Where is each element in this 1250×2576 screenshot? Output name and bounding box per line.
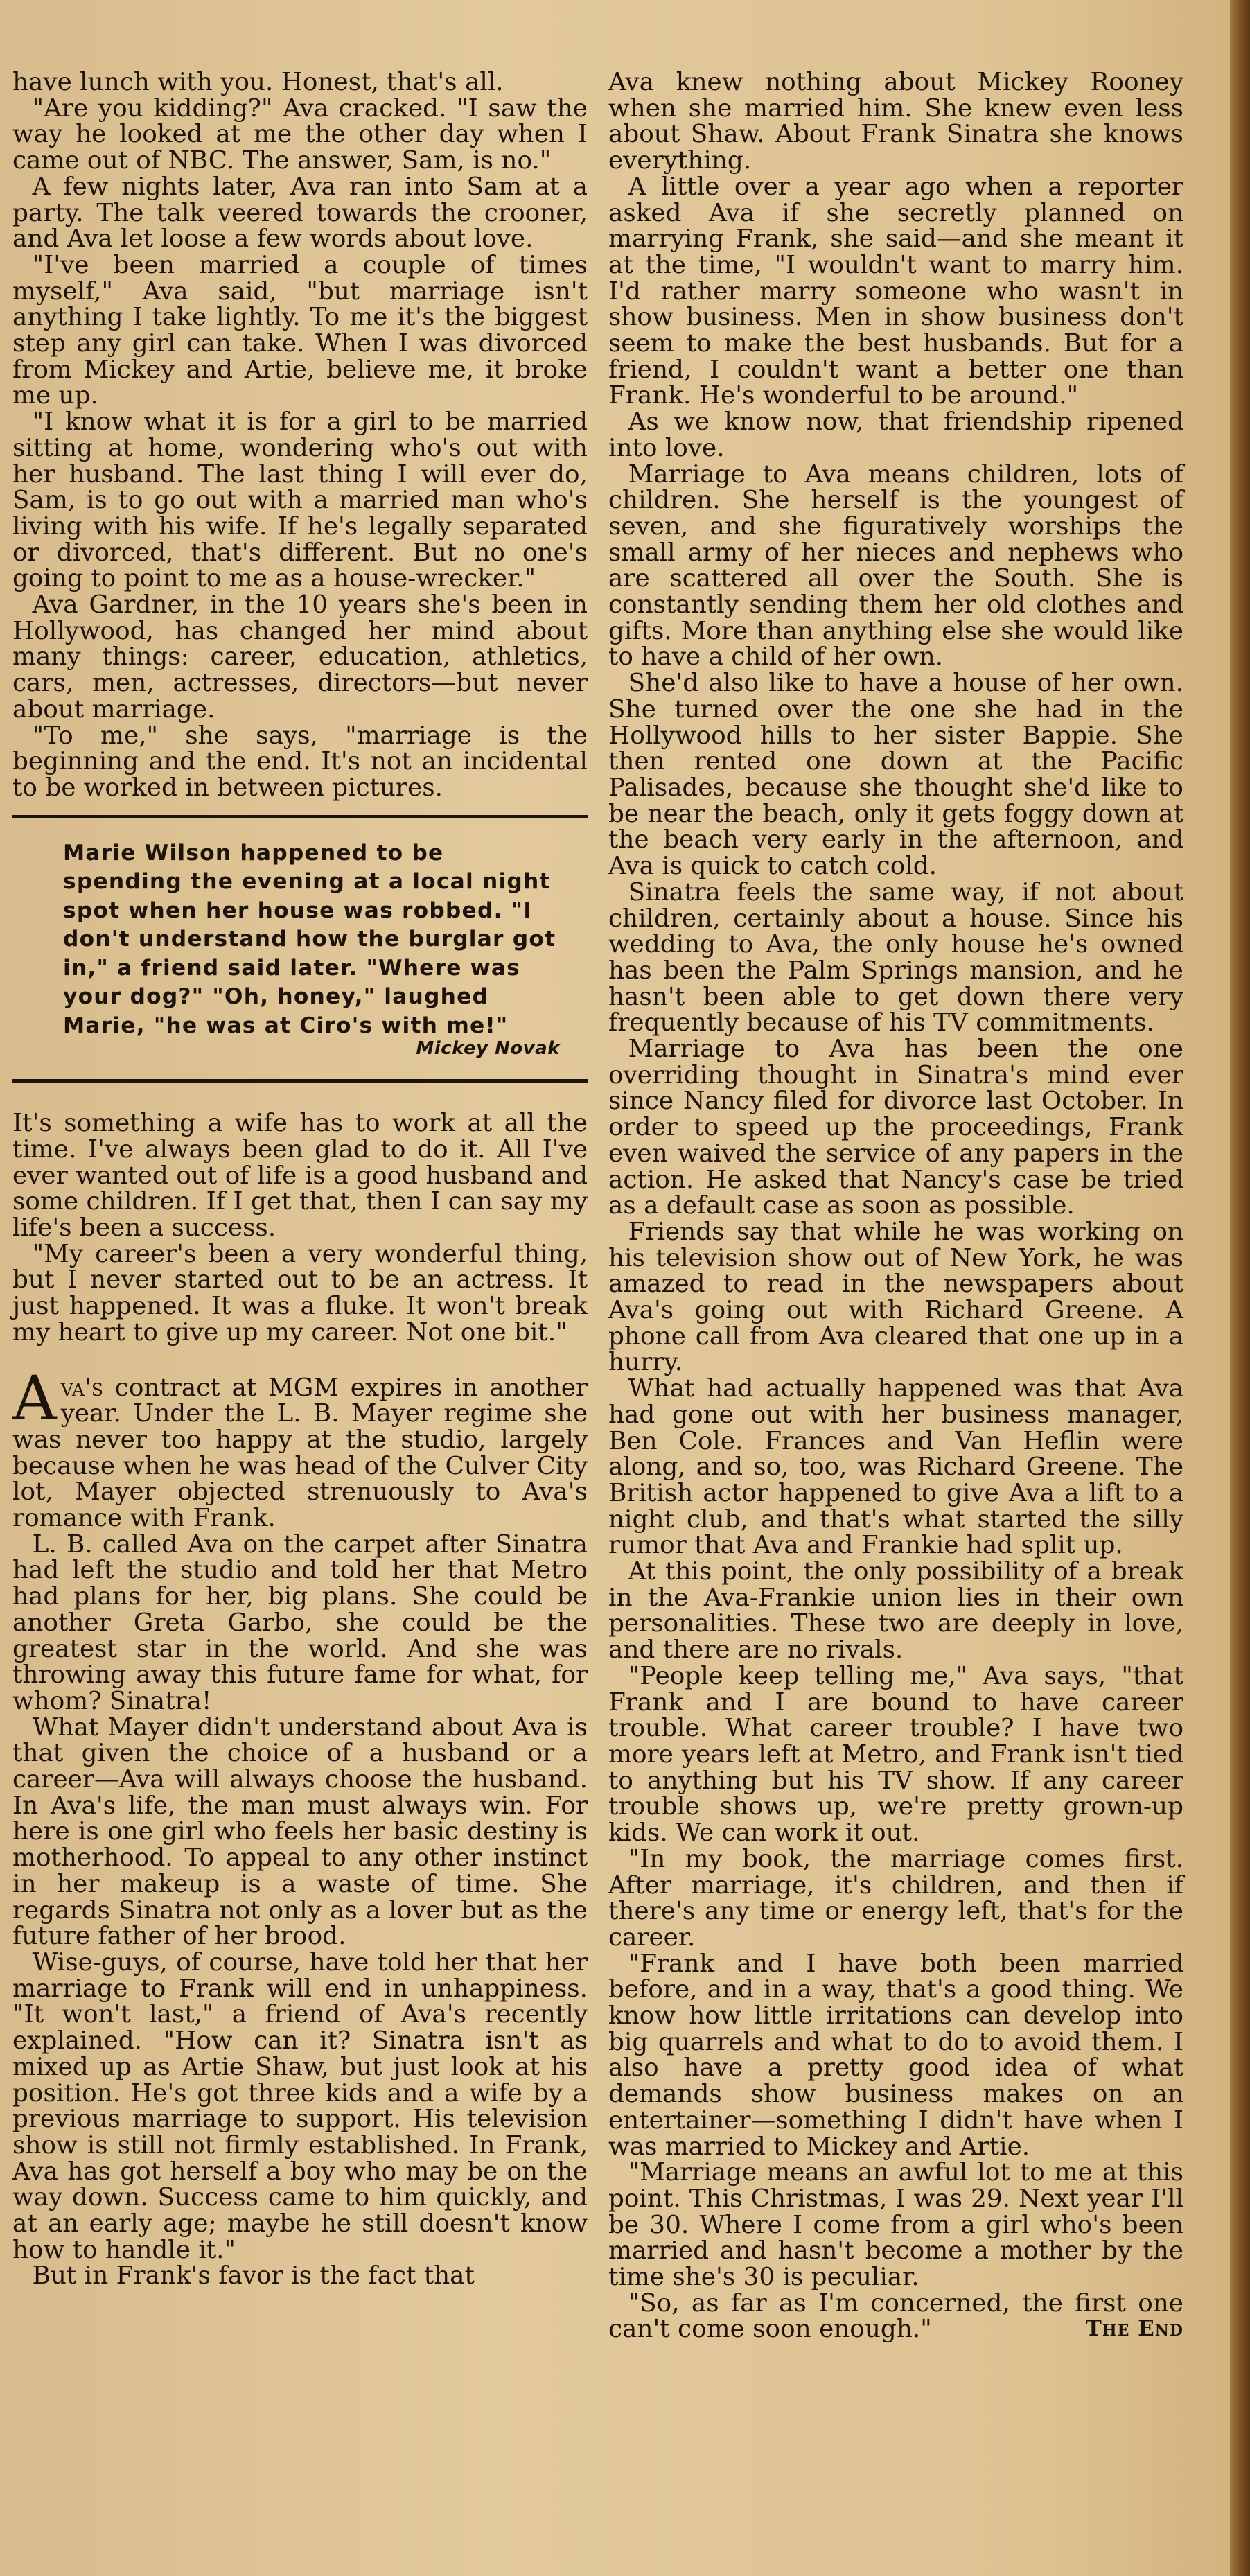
paragraph: "I've been married a couple of times myself," Ava said, "but marriage isn't anything I take lightly. To me it's the biggest step any girl can take. When I was divorced from Mickey and Artie, believe me, it broke me up.: [12, 250, 588, 410]
lead-small-caps: va's: [60, 1373, 103, 1402]
final-paragraph: [608, 2290, 1183, 2342]
lead-text: contract at MGM expires in another year. Under the L. B. Mayer regime she was never too happy at the studio, largely because when he was head of the Culver City lot, Mayer objected strenuously to Ava's romance with Frank.: [12, 1373, 588, 1533]
paragraph: Sinatra feels the same way, if not about children, certainly about a house. Since his wedding to Ava, the only house he's owned has been the Palm Springs mansion, and he hasn't been able to get down there very frequently because of his TV commitments.: [608, 877, 1183, 1037]
paragraph: At this point, the only possibility of a break in the Ava-Frankie union lies in their own personalities. These two are deeply in love, and there are no rivals.: [608, 1557, 1183, 1665]
paragraph: It's something a wife has to work at all the time. I've always been glad to do it. All I've ever wanted out of life is a good husband and some children. If I get that, then I can say my life's been a success.: [12, 1109, 588, 1242]
page-edge: [1230, 0, 1250, 2576]
paragraph: Wise-guys, of course, have told her that her marriage to Frank will end in unhappiness. "It won't last," a friend of Ava's recently explained. "How can it? Sinatra isn't as mixed up as Artie Shaw, but just look at his position. He's got three kids and a wife by a previous marriage to support. His television show is still not firmly established. In Frank, Ava has got herself a boy who may be on the way down. Success came to him quickly, and at an early age; maybe he still doesn't know how to handle it.": [12, 1947, 588, 2264]
final-text: "So, as far as I'm concerned, the first one can't come soon enough.": [608, 2288, 1183, 2344]
paragraph: She'd also like to have a house of her own. She turned over the one she had in the Hollywood hills to her sister Bappie. She then rented one down at the Pacific Palisades, because she thought she'd like to be near the beach, only it gets foggy down at the beach very early in the afternoon, and Ava is quick to catch cold.: [608, 669, 1183, 881]
paragraph: What Mayer didn't understand about Ava is that given the choice of a husband or a career—Ava will always choose the husband. In Ava's life, the man must always win. For here is one girl who feels her basic destiny is motherhood. To appeal to any other instinct in her makeup is a waste of time. She regards Sinatra not only as a lover but as the future father of her brood.: [12, 1712, 588, 1951]
paragraph: Friends say that while he was working on his television show out of New York, he was amazed to read in the newspapers about Ava's going out with Richard Greene. A phone call from Ava cleared that one up in a hurry.: [608, 1217, 1183, 1377]
the-end-mark: The End: [1085, 2316, 1183, 2342]
paragraph: "In my book, the marriage comes first. After marriage, it's children, and then if there's any time or energy left, that's for the career.: [608, 1844, 1183, 1952]
anecdote-sidebar: [12, 818, 588, 1076]
paragraph: "People keep telling me," Ava says, "that Frank and I are bound to have career trouble. What career trouble? I have two more years left at Metro, and Frank isn't tied to anything but his TV show. If any career trouble shows up, we're pretty grown-up kids. We can work it out.: [608, 1661, 1183, 1848]
paragraph: "Frank and I have both been married before, and in a way, that's a good thing. We know how little irritations can develop into big quarrels and what to do to avoid them. I also have a pretty good idea of what demands show business makes on an entertainer—something I didn't have when I was married to Mickey and Artie.: [608, 1949, 1183, 2161]
paragraph: Marriage to Ava means children, lots of children. She herself is the youngest of seven, and she figuratively worships the small army of her nieces and nephews who are scattered all over the South. She is constantly sending them her old clothes and gifts. More than anything else she would like to have a child of her own.: [608, 459, 1183, 672]
section-lead-paragraph: [12, 1362, 588, 1533]
paragraph: What had actually happened was that Ava had gone out with her business manager, Ben Cole. Frances and Van Heflin were along, and so, too, was Richard Greene. The British actor happened to give Ava a lift to a night club, and that's what started the silly rumor that Ava and Frankie had split up.: [608, 1374, 1183, 1560]
paragraph: "Are you kidding?" Ava cracked. "I saw the way he looked at me the other day when I came out of NBC. The answer, Sam, is no.": [12, 94, 588, 175]
paragraph: have lunch with you. Honest, that's all.: [12, 68, 504, 96]
drop-cap: A: [12, 1362, 57, 1434]
paragraph: But in Frank's favor is the fact that: [32, 2261, 475, 2290]
left-column: [12, 69, 588, 2289]
anecdote-text: Marie Wilson happened to be spending the evening at a local night spot when her house was robbed. "I don't understand how the burglar got in," a friend said later. "Where was your dog?" "Oh, honey," laughed Marie, "he was at Ciro's with me!": [63, 840, 556, 1038]
paragraph: "To me," she says, "marriage is the beginning and the end. It's not an incidental to be worked in between pictures.: [12, 721, 588, 802]
paragraph: "I know what it is for a girl to be married sitting at home, wondering who's out with her husband. The last thing I will ever do, Sam, is to go out with a married man who's living with his wife. If he's legally separated or divorced, that's different. But no one's going to point to me as a house-wrecker.": [12, 408, 588, 593]
paragraph: Ava Gardner, in the 10 years she's been in Hollywood, has changed her mind about many things: career, education, athletics, cars, men, actresses, directors—but never about marriage.: [12, 590, 588, 724]
paragraph: "My career's been a very wonderful thing, but I never started out to be an actress. It just happened. It was a fluke. It won't break my heart to give up my career. Not one bit.": [12, 1239, 588, 1347]
anecdote-credit: Mickey Novak: [416, 1038, 560, 1060]
paragraph: A little over a year ago when a reporter asked Ava if she secretly planned on marrying Frank, she said—and she meant it at the time, "I wouldn't want to marry him. I'd rather marry someone who wasn't in show business. Men in show business don't seem to make the best husbands. But for a friend, I couldn't want a better one than Frank. He's wonderful to be around.": [608, 172, 1183, 410]
right-column: [608, 69, 1183, 2342]
paragraph: Marriage to Ava has been the one overriding thought in Sinatra's mind ever since Nancy filed for divorce last October. In order to speed up the proceedings, Frank even waived the service of any papers in the action. He asked that Nancy's case be tried as a default case as soon as possible.: [608, 1035, 1183, 1220]
paragraph: L. B. called Ava on the carpet after Sinatra had left the studio and told her that Metro had plans for her, big plans. She could be another Greta Garbo, she could be the greatest star in the world. And she was throwing away this future fame for what, for whom? Sinatra!: [12, 1530, 588, 1715]
paragraph: Ava knew nothing about Mickey Rooney when she married him. She knew even less about Shaw. About Frank Sinatra she knows everything.: [608, 68, 1183, 175]
paragraph: "Marriage means an awful lot to me at this point. This Christmas, I was 29. Next year I'll be 30. Where I come from a girl who's been married and hasn't become a mother by the time she's 30 is peculiar.: [608, 2158, 1183, 2292]
paragraph: As we know now, that friendship ripened into love.: [608, 408, 1183, 462]
paragraph: A few nights later, Ava ran into Sam at a party. The talk veered towards the crooner, and Ava let loose a few words about love.: [12, 172, 588, 254]
